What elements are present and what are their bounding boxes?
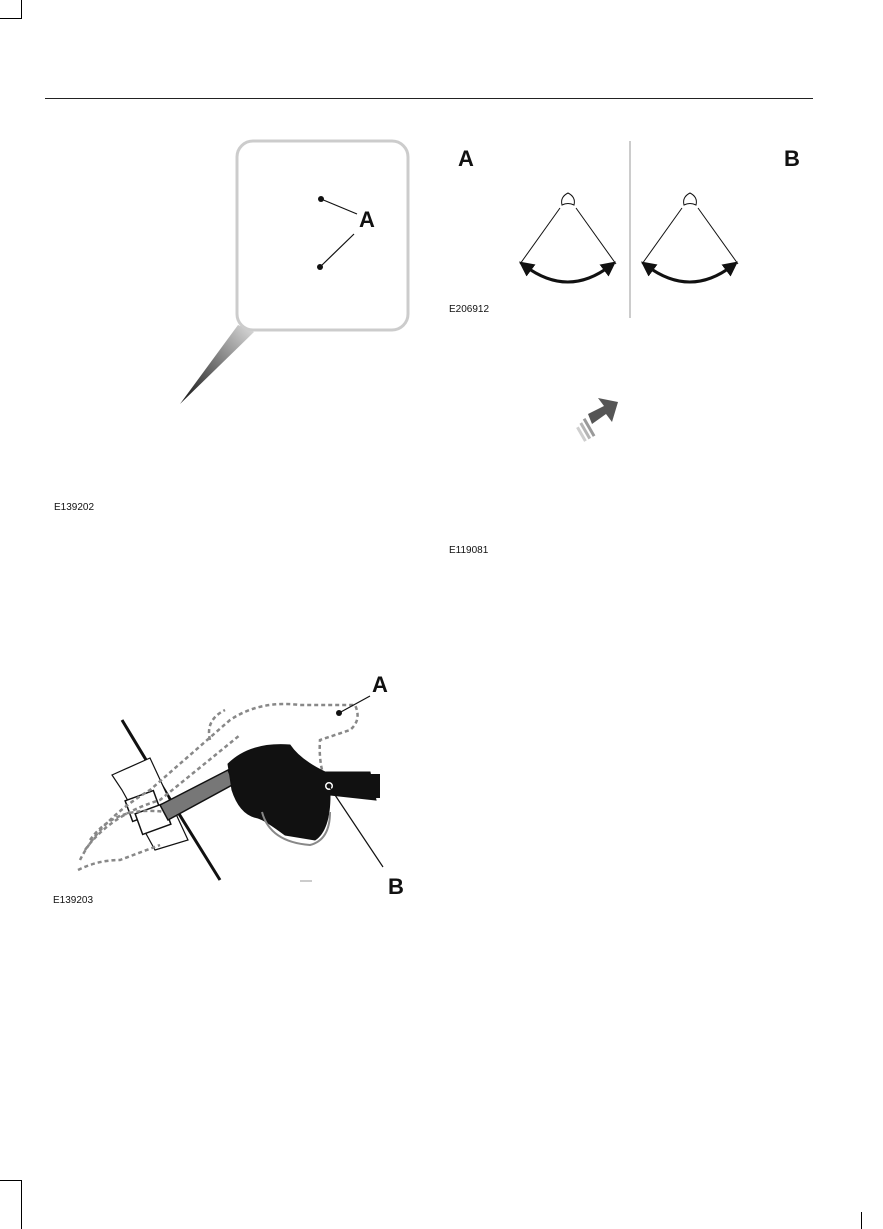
figure-code: E139202	[54, 502, 95, 513]
nozzle-spout	[160, 770, 234, 820]
nozzle-handle	[228, 745, 376, 840]
figure-code: E119081	[449, 545, 489, 556]
figure-code: E206912	[449, 304, 490, 315]
callout-label-a: A	[458, 146, 474, 171]
callout-label-b: B	[784, 146, 800, 171]
figure-code: E139203	[53, 895, 94, 906]
callout-label-b: B	[388, 874, 404, 899]
nozzle-handle-end	[368, 774, 380, 798]
callout-label-a: A	[359, 207, 375, 232]
callout-label-a: A	[372, 672, 388, 697]
